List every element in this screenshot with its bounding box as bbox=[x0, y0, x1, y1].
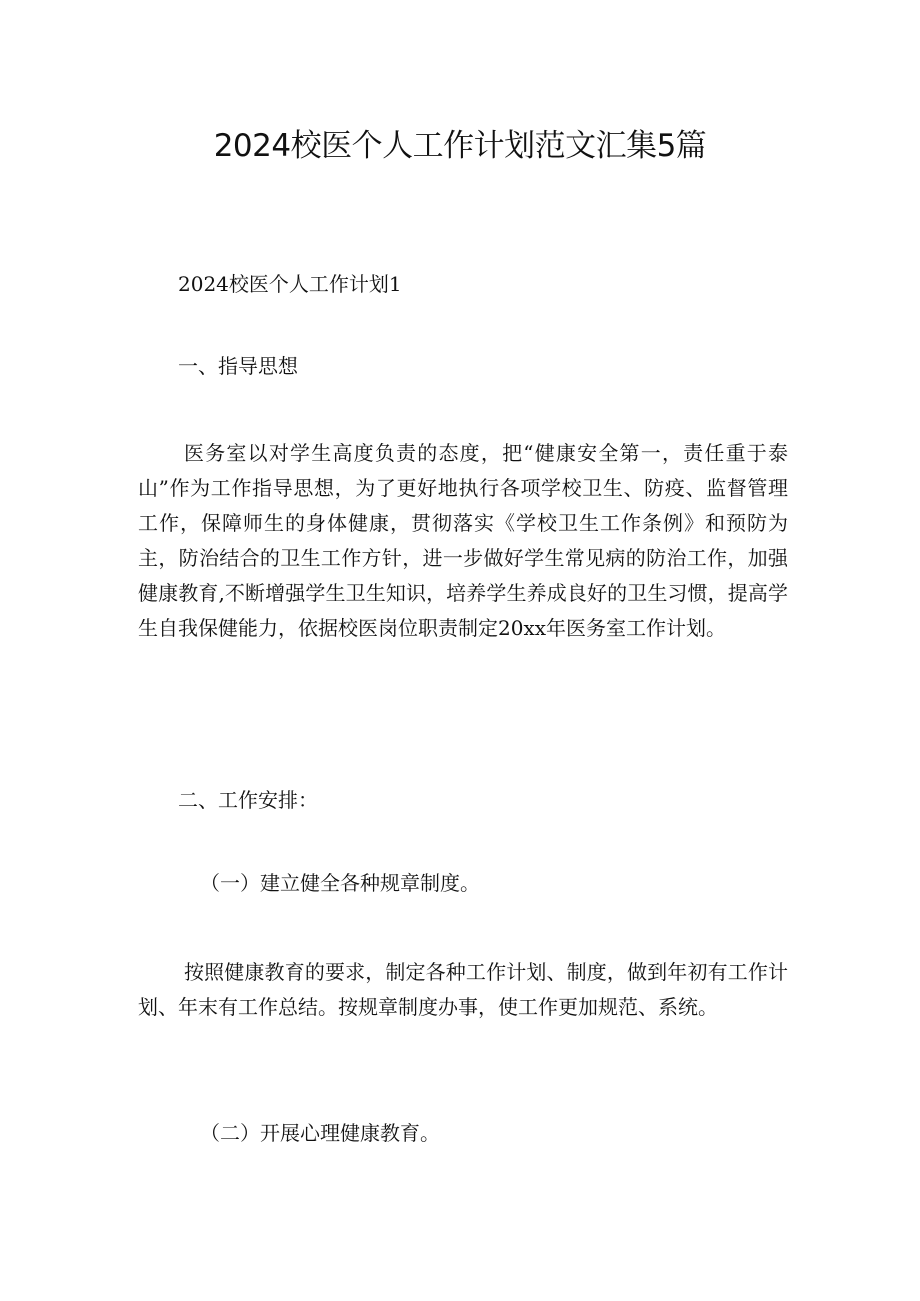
section1-paragraph: 医务室以对学生高度负责的态度，把“健康安全第一，责任重于泰山”作为工作指导思想，为了更好地执行各项学校卫生、防疫、监督管理工作，保障师生的身体健康，贯彻落实《学校卫生工作条例》和预防为主，防治结合的卫生工作方针，进一步做好学生常见病的防治工作，加强健康教育,不断增强学生卫生知识，培养学生养成良好的卫生习惯，提高学生自我保健能力，依据校医岗位职责制定20xx年医务室工作计划。 bbox=[138, 441, 788, 640]
item1-paragraph: 按照健康教育的要求，制定各种工作计划、制度，做到年初有工作计划、年末有工作总结。按规章制度办事，使工作更加规范、系统。 bbox=[138, 960, 788, 1019]
plan-subtitle: 2024校医个人工作计划1 bbox=[178, 272, 402, 296]
section2-heading: 二、工作安排： bbox=[178, 788, 318, 812]
item2-heading: （二）开展心理健康教育。 bbox=[200, 1121, 440, 1145]
section1-heading: 一、指导思想 bbox=[178, 354, 298, 378]
document-title: 2024校医个人工作计划范文汇集5篇 bbox=[213, 128, 707, 164]
item1-heading: （一）建立健全各种规章制度。 bbox=[200, 871, 480, 895]
